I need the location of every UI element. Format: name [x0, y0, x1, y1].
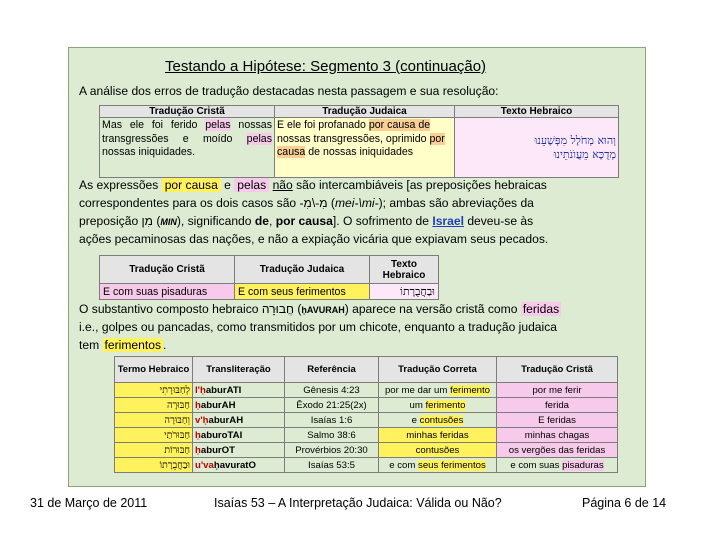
footer-page-number: Página 6 de 14	[582, 496, 667, 510]
table-row: חַבּוּרֹתַי ḥaburoTAI Salmo 38:6 minhas feridas minhas chagas	[115, 428, 618, 443]
havurah-occurrences-table	[114, 356, 618, 473]
t1-hebraico-cell: וְהוּא מְחֹלָל מִפְּשָׁעֵנוּ מְדֻכָּא מֵעֲוֺנֹתֵינוּ	[455, 118, 619, 178]
t1-header-hebraico: Texto Hebraico	[455, 106, 619, 118]
term-feridas: feridas	[522, 302, 560, 316]
highlight-por-causa: por causa	[277, 132, 445, 158]
t3-header-correta: Tradução Correta	[379, 357, 497, 383]
t3-header-termo: Termo Hebraico	[115, 357, 193, 383]
term-por-causa: por causa	[162, 178, 221, 192]
table-row: וְחַבּוּרָה v'ḥaburAH Isaías 1:6 e contusões E feridas	[115, 413, 618, 428]
t2-header-cristao: Tradução Cristã	[100, 256, 235, 284]
t2-cristao-cell: E com suas pisaduras	[100, 284, 235, 300]
t1-header-cristao: Tradução Cristã	[100, 106, 275, 118]
explanation-line-3: preposição מִן (MIN), significando de, por causa]. O sofrimento de Israel deveu-se às	[79, 214, 534, 228]
explanation-line-2: correspondentes para os dois casos são -מִ-\מִ (mei-\mi-); ambas são abreviações da	[79, 196, 534, 210]
t3-header-transliteracao: Transliteração	[193, 357, 285, 383]
highlight-pelas: pelas	[205, 119, 231, 131]
table-row: חַבּוּרָה ḥaburAH Êxodo 21:25(2x) um ferimento ferida	[115, 398, 618, 413]
term-israel: Israel	[432, 214, 464, 228]
t3-header-crista: Tradução Cristã	[497, 357, 618, 383]
havurah-line-1: O substantivo composto hebraico חֲבוּרָה (ḥAVURAH) aparece na versão cristã como feridas	[79, 302, 560, 316]
intro-text: A análise dos erros de tradução destacadas nesta passagem e sua resolução:	[79, 84, 499, 98]
table-row: לְחַבּוּרָתִי l'ḥaburATI Gênesis 4:23 por me dar um ferimento por me ferir	[115, 383, 618, 398]
slide	[68, 47, 646, 487]
term-ferimentos: ferimentos	[104, 338, 161, 352]
term-pelas: pelas	[234, 178, 269, 192]
t1-header-judaica: Tradução Judaica	[275, 106, 455, 118]
t2-header-hebraico: Texto Hebraico	[370, 256, 439, 284]
footer-title: Isaías 53 – A Interpretação Judaica: Válida ou Não?	[214, 496, 502, 510]
t2-hebraico-cell: וּבַחֲבֻרָתוֹ	[370, 284, 439, 300]
comparison-table-2	[99, 255, 439, 300]
t2-judaica-cell: E com seus ferimentos	[235, 284, 370, 300]
table-row: חַבּוּרוֹת ḥaburOT Provérbios 20:30 contusões os vergões das feridas	[115, 443, 618, 458]
highlight-por-causa-de: por causa de	[368, 119, 431, 131]
t2-header-judaica: Tradução Judaica	[235, 256, 370, 284]
havurah-line-3: tem ferimentos .	[79, 338, 167, 352]
slide-title: Testando a Hipótese: Segmento 3 (continuação)	[165, 58, 487, 75]
footer-date: 31 de Março de 2011	[30, 496, 148, 510]
t1-judaica-cell: E ele foi profanado por causa de nossas transgressões, oprimido por causa de nossas iniquidades	[275, 118, 455, 178]
explanation-line-1: As expressões por causa e pelas não são intercambiáveis [as preposições hebraicas	[79, 178, 547, 192]
havurah-line-2: i.e., golpes ou pancadas, como transmitidos por um chicote, enquanto a tradução judaica	[79, 320, 557, 334]
table-row: וּבַחֲבֻרָתוֹ u'vaḥavuratO Isaías 53:5 e com seus ferimentos e com suas pisaduras	[115, 458, 618, 473]
explanation-line-4: ações pecaminosas das nações, e não a expiação vicária que expiavam seus pecados.	[79, 232, 549, 246]
highlight-pelas: pelas	[246, 132, 272, 145]
t3-header-referencia: Referência	[285, 357, 379, 383]
t1-cristao-cell: Mas ele foi ferido pelas nossas transgressões e moído pelas nossas iniquidades.	[100, 118, 275, 178]
comparison-table-1	[99, 105, 619, 178]
